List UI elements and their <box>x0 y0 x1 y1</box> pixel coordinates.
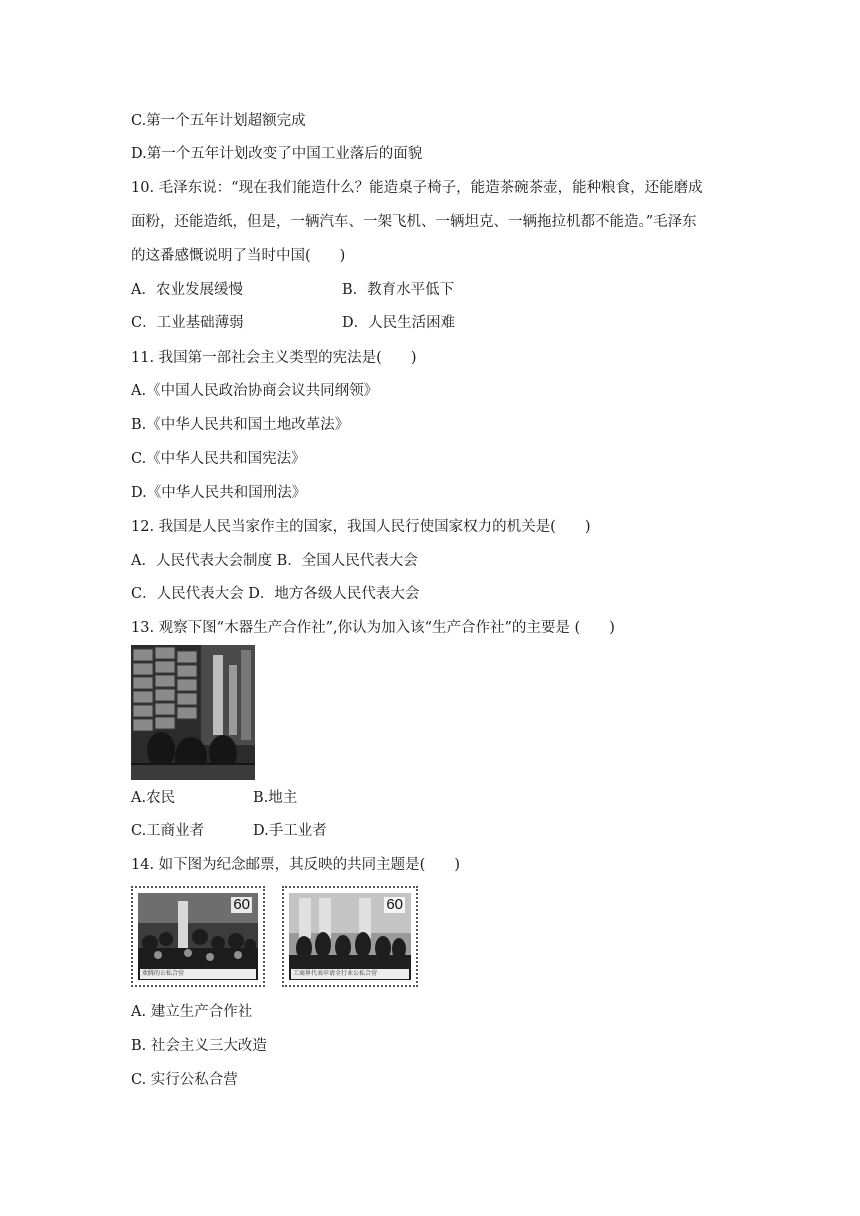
q11-option-d: D.《中华人民共和国刑法》 <box>131 485 307 501</box>
q10-options-ab <box>131 280 455 300</box>
q10-stem-line1: 10. 毛泽东说：“现在我们能造什么？能造桌子椅子，能造茶碗茶壶，能种粮食，还能磨成 <box>131 180 703 196</box>
q11-option-a: A.《中国人民政治协商会议共同纲领》 <box>131 383 379 399</box>
q14-option-a: A. 建立生产合作社 <box>131 1004 253 1020</box>
stamp-1-caption: 欢腾的公私合营 <box>140 969 256 979</box>
commemorative-stamp-1 <box>131 886 265 987</box>
q11-stem: 11. 我国第一部社会主义类型的宪法是( ) <box>131 350 417 366</box>
woodware-cooperative-photo <box>131 645 255 780</box>
q9-option-d: D.第一个五年计划改变了中国工业落后的面貌 <box>131 146 423 162</box>
q10-stem-line2: 面粉，还能造纸，但是，一辆汽车、一架飞机、一辆坦克、一辆拖拉机都不能造。”毛泽东 <box>131 214 697 230</box>
q13-options-cd <box>131 821 327 841</box>
q9-option-c: C.第一个五年计划超额完成 <box>131 113 306 129</box>
commemorative-stamp-2 <box>282 886 418 987</box>
q13-options-ab <box>131 788 298 808</box>
stamp-1-value: 60 <box>233 896 250 913</box>
q10-options-cd <box>131 313 456 333</box>
q13-stem: 13. 观察下图“木器生产合作社”,你认为加入该“生产合作社”的主要是 ( ) <box>131 620 615 636</box>
q11-option-b: B.《中华人民共和国土地改革法》 <box>131 417 350 433</box>
q10-option-b: B．教育水平低下 <box>342 282 455 298</box>
q13-option-b: B.地主 <box>253 790 298 806</box>
q14-option-c: C. 实行公私合营 <box>131 1072 238 1088</box>
q12-options-ab: A．人民代表大会制度 B．全国人民代表大会 <box>131 553 418 569</box>
q13-option-c: C.工商业者 <box>131 823 205 839</box>
q10-option-a: A．农业发展缓慢 <box>131 282 243 298</box>
q14-stem: 14. 如下图为纪念邮票，其反映的共同主题是( ) <box>131 857 460 873</box>
q10-option-d: D．人民生活困难 <box>342 315 456 331</box>
q11-option-c: C.《中华人民共和国宪法》 <box>131 451 306 467</box>
q10-stem-line3: 的这番感慨说明了当时中国( ) <box>131 248 346 264</box>
q13-option-a: A.农民 <box>131 790 176 806</box>
q13-option-d: D.手工业者 <box>253 823 327 839</box>
stamp-2-value: 60 <box>386 896 403 913</box>
q12-options-cd: C．人民代表大会 D．地方各级人民代表大会 <box>131 586 420 602</box>
stamp-2-caption: 工商界代表申请全行业公私合营 <box>291 969 409 979</box>
q10-option-c: C．工业基础薄弱 <box>131 315 244 331</box>
q14-option-b: B. 社会主义三大改造 <box>131 1038 267 1054</box>
q12-stem: 12. 我国是人民当家作主的国家，我国人民行使国家权力的机关是( ) <box>131 519 591 535</box>
